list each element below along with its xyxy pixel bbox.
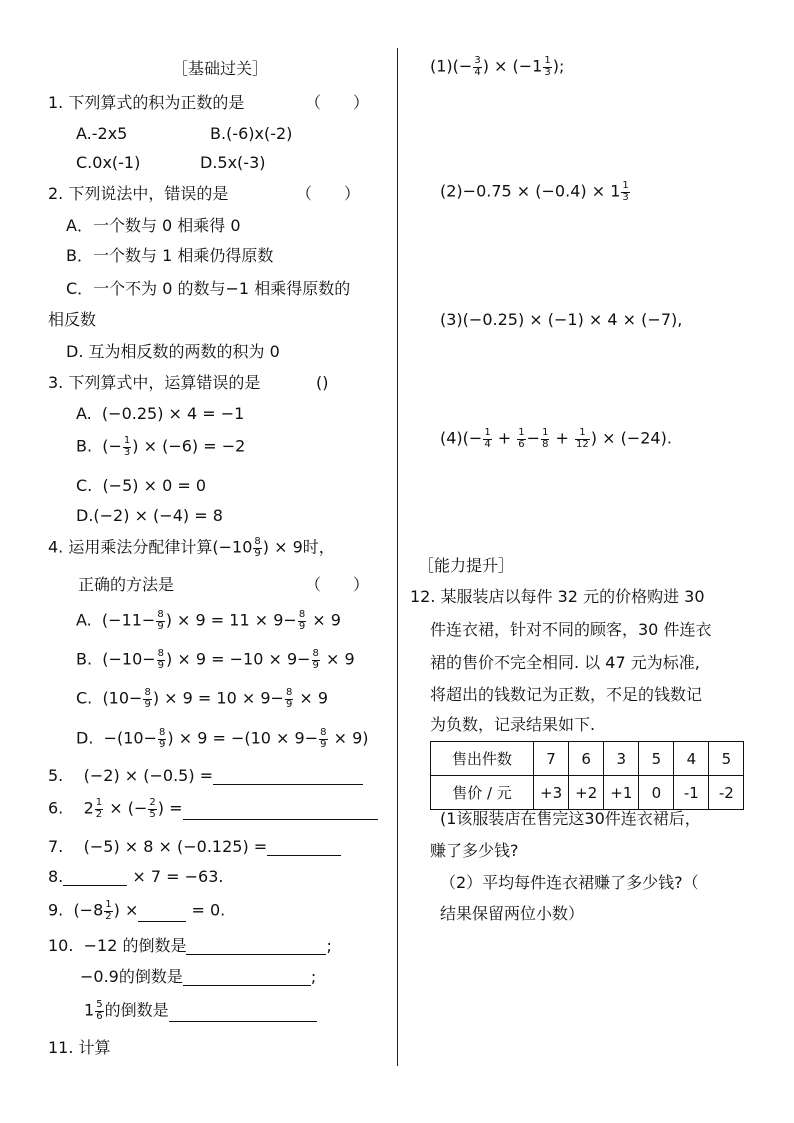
q4-answer-paren: （ ） xyxy=(305,575,370,594)
q4-option-d: D. −(10− $\frac{8}{9}$ ) × 9 = −(10 × 9− $\frac{8}{9}$ × 9) xyxy=(76,727,369,750)
table-cell: +2 xyxy=(569,776,604,810)
answer-blank xyxy=(138,921,186,922)
q11-label: 11. 计算 xyxy=(48,1038,111,1057)
answer-blank xyxy=(186,954,326,955)
answer-blank xyxy=(183,985,311,986)
q2-option-c-line1: C．一个不为 0 的数与−1 相乘得原数的 xyxy=(66,279,351,298)
table-row xyxy=(431,742,744,776)
fraction: $\frac{8}{9}$ xyxy=(254,536,261,559)
column-divider xyxy=(397,48,398,1066)
table-cell: +3 xyxy=(534,776,569,810)
q12-line4: 将超出的钱数记为正数，不足的钱数记 xyxy=(430,685,703,704)
q10-line2: −0.9的倒数是 ; xyxy=(80,967,317,986)
answer-blank xyxy=(169,1021,317,1022)
calc-2: (2)−0.75 × (−0.4) × 1 $\frac{1}{3}$ xyxy=(440,180,629,203)
q12-line3: 裙的售价不完全相同. 以 47 元为标准, xyxy=(430,653,700,672)
q12-line5: 为负数，记录结果如下. xyxy=(430,715,596,734)
q12-sub2-line2: 结果保留两位小数） xyxy=(440,904,585,923)
q3-option-a: A. (−0.25) × 4 = −1 xyxy=(76,404,245,423)
table-cell: 6 xyxy=(569,742,604,776)
q7: 7. (−5) × 8 × (−0.125) = xyxy=(48,838,341,856)
q12-sub2-line1: （2）平均每件连衣裙赚了多少钱?（ xyxy=(440,873,699,892)
q1-option-b: B.(-6)x(-2) xyxy=(210,124,293,143)
q1-answer-paren: （ ） xyxy=(305,93,370,112)
q5: 5. (−2) × (−0.5) = xyxy=(48,767,363,785)
q2-option-d: D. 互为相反数的两数的积为 0 xyxy=(66,342,280,361)
q10-line1: 10. −12 的倒数是 ; xyxy=(48,936,332,955)
calc-3: (3)(−0.25) × (−1) × 4 × (−7), xyxy=(440,310,683,329)
table-row xyxy=(431,776,744,810)
table-cell: 5 xyxy=(709,742,744,776)
q1-option-d: D.5x(-3) xyxy=(200,153,266,172)
table-cell: -2 xyxy=(709,776,744,810)
q1-option-a: A.-2x5 xyxy=(76,124,128,143)
q6: 6. 2 $\frac{1}{2}$ × (− $\frac{2}{5}$ ) = xyxy=(48,798,378,820)
q3-option-d: D.(−2) × (−4) = 8 xyxy=(76,506,223,525)
q12-sub1-line1: (1该服装店在售完这30件连衣裙后， xyxy=(440,809,701,828)
calc-4: (4)(− $\frac{1}{4}$ + $\frac{1}{6}$ − $\frac{1}{8}$ + $\frac{1}{12}$ ) × (−24). xyxy=(440,427,672,450)
q8: 8. × 7 = −63. xyxy=(48,867,224,886)
q2-option-a: A．一个数与 0 相乘得 0 xyxy=(66,216,241,235)
answer-blank xyxy=(63,885,127,886)
q1-option-c: C.0x(-1) xyxy=(76,153,141,172)
q1-stem: 1. 下列算式的积为正数的是 xyxy=(48,93,245,112)
table-header-cell: 售价 / 元 xyxy=(431,776,534,810)
q4-option-a: A. (−11− $\frac{8}{9}$ ) × 9 = 11 × 9− $\frac{8}{9}$ × 9 xyxy=(76,609,341,632)
q9: 9. (−8 $\frac{1}{2}$ ) × = 0. xyxy=(48,899,226,922)
q4-stem: 4. 运用乘法分配律计算(−10 $\frac{8}{9}$ ) × 9时， xyxy=(48,536,335,559)
table-cell: +1 xyxy=(604,776,639,810)
answer-blank xyxy=(267,855,341,856)
q2-answer-paren: （ ） xyxy=(296,184,361,203)
table-cell: 4 xyxy=(674,742,709,776)
q3-answer-paren: () xyxy=(316,373,329,392)
q2-option-b: B．一个数与 1 相乘仍得原数 xyxy=(66,246,274,265)
q4-option-c: C. (10− $\frac{8}{9}$ ) × 9 = 10 × 9− $\frac{8}{9}$ × 9 xyxy=(76,687,329,710)
answer-blank xyxy=(213,784,363,785)
q12-line1: 12. 某服装店以每件 32 元的价格购进 30 xyxy=(410,587,705,606)
q10-line3: 1 $\frac{5}{6}$ 的倒数是 xyxy=(84,1000,317,1022)
table-cell: 3 xyxy=(604,742,639,776)
q3-stem: 3. 下列算式中，运算错误的是 xyxy=(48,373,261,392)
q12-line2: 件连衣裙，针对不同的顾客，30 件连衣 xyxy=(430,620,712,639)
table-cell: 5 xyxy=(639,742,674,776)
fraction: $\frac{1}{3}$ xyxy=(123,435,131,458)
answer-blank xyxy=(183,819,378,820)
q4-stem-line2: 正确的方法是 xyxy=(78,575,175,594)
section-title-basic: ［基础过关］ xyxy=(172,59,269,78)
sales-table xyxy=(430,741,744,810)
q3-option-b: B. (− $\frac{1}{3}$ ) × (−6) = −2 xyxy=(76,435,246,458)
section-title-advanced: ［能力提升］ xyxy=(418,556,515,575)
table-cell: 0 xyxy=(639,776,674,810)
calc-1: (1)(− $\frac{3}{4}$ ) × (−1 $\frac{1}{3}$ ); xyxy=(430,55,565,78)
q12-sub1-line2: 赚了多少钱? xyxy=(430,841,519,860)
q2-option-c-line2: 相反数 xyxy=(48,310,97,329)
q3-option-c: C. (−5) × 0 = 0 xyxy=(76,476,207,495)
q4-option-b: B. (−10− $\frac{8}{9}$ ) × 9 = −10 × 9− $\frac{8}{9}$ × 9 xyxy=(76,648,355,671)
table-header-cell: 售出件数 xyxy=(431,742,534,776)
q2-stem: 2. 下列说法中，错误的是 xyxy=(48,184,229,203)
table-cell: -1 xyxy=(674,776,709,810)
table-cell: 7 xyxy=(534,742,569,776)
